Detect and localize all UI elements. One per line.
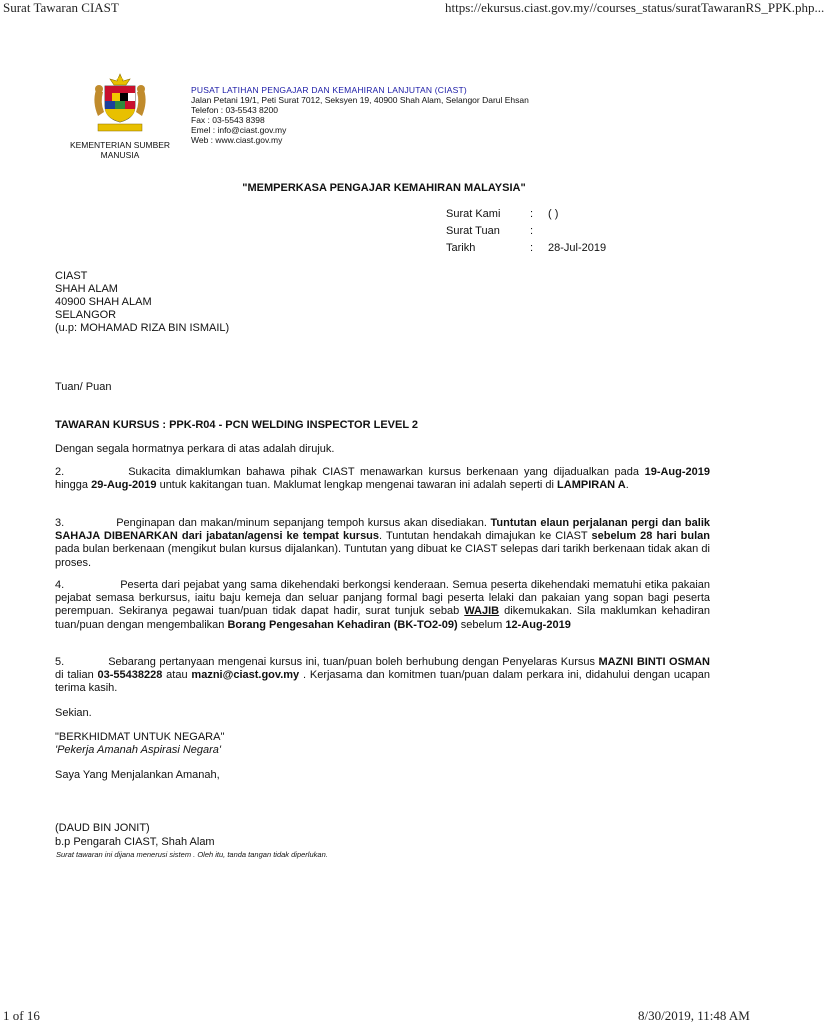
letterhead xyxy=(191,85,571,145)
org-telefon: Telefon : 03-5543 8200 xyxy=(191,105,278,115)
coordinator-phone: 03-55438228 xyxy=(97,669,163,682)
recipient-address xyxy=(55,270,229,335)
signatory-position: b.p Pengarah CIAST, Shah Alam xyxy=(55,836,215,848)
reference-sep: : xyxy=(530,208,534,220)
reference-label: Surat Kami xyxy=(446,208,501,220)
slogan-2: 'Pekerja Amanah Aspirasi Negara' xyxy=(55,744,222,756)
reference-sep: : xyxy=(530,225,534,237)
paragraph-text: pada bulan berkenaan (mengikut bulan kursus dijalankan). Tuntutan yang dibuat ke CIAST selepas dari tarikh berkenaan tidak akan di proses. xyxy=(55,543,710,569)
coat-of-arms-logo xyxy=(90,72,150,138)
sekian: Sekian. xyxy=(55,707,92,719)
lampiran-ref: LAMPIRAN A xyxy=(557,479,626,492)
paragraph-number: 5. xyxy=(55,656,65,668)
paragraph-5 xyxy=(55,656,710,696)
paragraph-number: 4. xyxy=(55,579,65,591)
paragraph-text: hingga xyxy=(55,479,92,492)
reference-label: Tarikh xyxy=(446,242,476,254)
intro-paragraph: Dengan segala hormatnya perkara di atas adalah dirujuk. xyxy=(55,443,335,455)
reference-block xyxy=(446,208,646,259)
org-email: Emel : info@ciast.gov.my xyxy=(191,125,287,135)
confirm-date: 12-Aug-2019 xyxy=(505,618,571,631)
paragraph-text: . Kerjasama dan komitmen tuan/puan dalam perkara ini, didahului dengan ucapan terima kasih. xyxy=(55,669,710,695)
print-header-url: https://ekursus.ciast.gov.my//courses_status/suratTawaranRS_PPK.php... xyxy=(445,0,824,15)
subject-line: TAWARAN KURSUS : PPK-R04 - PCN WELDING INSPECTOR LEVEL 2 xyxy=(55,419,419,431)
recipient-line: SHAH ALAM xyxy=(55,283,118,295)
coordinator-name: MAZNI BINTI OSMAN xyxy=(598,656,710,668)
paragraph-text: sebelum xyxy=(457,618,506,631)
borang-ref: Borang Pengesahan Kehadiran (BK-TO2-09) xyxy=(227,618,458,631)
amanah-line: Saya Yang Menjalankan Amanah, xyxy=(55,769,220,781)
print-header-title: Surat Tawaran CIAST xyxy=(3,0,119,15)
recipient-line: 40900 SHAH ALAM xyxy=(55,296,152,308)
end-date: 29-Aug-2019 xyxy=(91,479,157,492)
ministry-line-2: MANUSIA xyxy=(100,150,140,160)
signatory-name: (DAUD BIN JONIT) xyxy=(55,822,150,834)
recipient-line: CIAST xyxy=(55,270,88,282)
print-footer-page: 1 of 16 xyxy=(3,1008,40,1023)
system-generated-note: Surat tawaran ini dijana menerusi sistem . Oleh itu, tanda tangan tidak diperlukan. xyxy=(56,850,328,859)
reference-row xyxy=(446,242,646,259)
paragraph-number: 3. xyxy=(55,517,65,529)
reference-row xyxy=(446,225,646,242)
reference-row xyxy=(446,208,646,225)
paragraph-text: . Tuntutan hendakah dimajukan ke CIAST xyxy=(379,530,592,543)
org-address: Jalan Petani 19/1, Peti Surat 7012, Seksyen 19, 40900 Shah Alam, Selangor Darul Ehsan xyxy=(191,95,529,105)
ministry-line-1: KEMENTERIAN SUMBER xyxy=(69,140,171,150)
org-fax: Fax : 03-5543 8398 xyxy=(191,115,265,125)
reference-sep: : xyxy=(530,242,534,254)
paragraph-4 xyxy=(55,579,710,632)
paragraph-text: dikemukakan. Sila maklumkan kehadiran tuan/puan dengan mengembalikan xyxy=(55,605,710,631)
org-name: PUSAT LATIHAN PENGAJAR DAN KEMAHIRAN LANJUTAN (CIAST) xyxy=(191,85,467,95)
paragraph-text: . xyxy=(625,479,629,492)
ministry-name xyxy=(64,140,176,160)
recipient-line: SELANGOR xyxy=(55,309,117,321)
travel-claim-note: Tuntutan elaun perjalanan pergi dan balik SAHAJA DIBENARKAN dari jabatan/agensi ke tempat kursus xyxy=(55,517,710,543)
paragraph-text: Sukacita dimaklumkan bahawa pihak CIAST menawarkan kursus berkenaan yang dijadualkan pada xyxy=(128,466,645,478)
salutation: Tuan/ Puan xyxy=(55,381,112,393)
paragraph-2 xyxy=(55,466,710,492)
org-web: Web : www.ciast.gov.my xyxy=(191,135,283,145)
print-footer-datetime: 8/30/2019, 11:48 AM xyxy=(638,1008,750,1023)
paragraph-text: Penginapan dan makan/minum sepanjang tempoh kursus akan disediakan. xyxy=(116,517,491,529)
slogan-1: "BERKHIDMAT UNTUK NEGARA" xyxy=(55,731,225,743)
recipient-line: (u.p: MOHAMAD RIZA BIN ISMAIL) xyxy=(55,322,230,334)
reference-value: 28-Jul-2019 xyxy=(548,242,607,254)
paragraph-text: untuk kakitangan tuan. Maklumat lengkap mengenai tawaran ini adalah seperti di xyxy=(156,479,558,492)
paragraph-text: Sebarang pertanyaan mengenai kursus ini, tuan/puan boleh berhubung dengan Penyelaras Kursus xyxy=(108,656,599,668)
paragraph-3 xyxy=(55,517,710,570)
paragraph-text: di talian xyxy=(55,669,98,682)
paragraph-number: 2. xyxy=(55,466,65,478)
coordinator-email: mazni@ciast.gov.my xyxy=(191,669,300,682)
paragraph-text: atau xyxy=(162,669,192,682)
paragraph-text: Peserta dari pejabat yang sama dikehendaki berkongsi kenderaan. Semua peserta dikehendaki mematuhi etika pakaian pejabat semasa berkursus, iaitu baju kemeja dan seluar panjang formal bagi peserta lelaki dan pakaian yang sopan bagi peserta perempuan. Sekiranya pegawai tuan/puan tidak dapat hadir, surat tunjuk sebab xyxy=(55,579,710,618)
reference-value: ( ) xyxy=(548,208,559,220)
wajib-emphasis: WAJIB xyxy=(464,605,500,618)
start-date: 19-Aug-2019 xyxy=(644,466,710,478)
claim-deadline: sebelum 28 hari bulan xyxy=(591,530,711,543)
motto: "MEMPERKASA PENGAJAR KEMAHIRAN MALAYSIA" xyxy=(242,182,526,194)
reference-label: Surat Tuan xyxy=(446,225,500,237)
